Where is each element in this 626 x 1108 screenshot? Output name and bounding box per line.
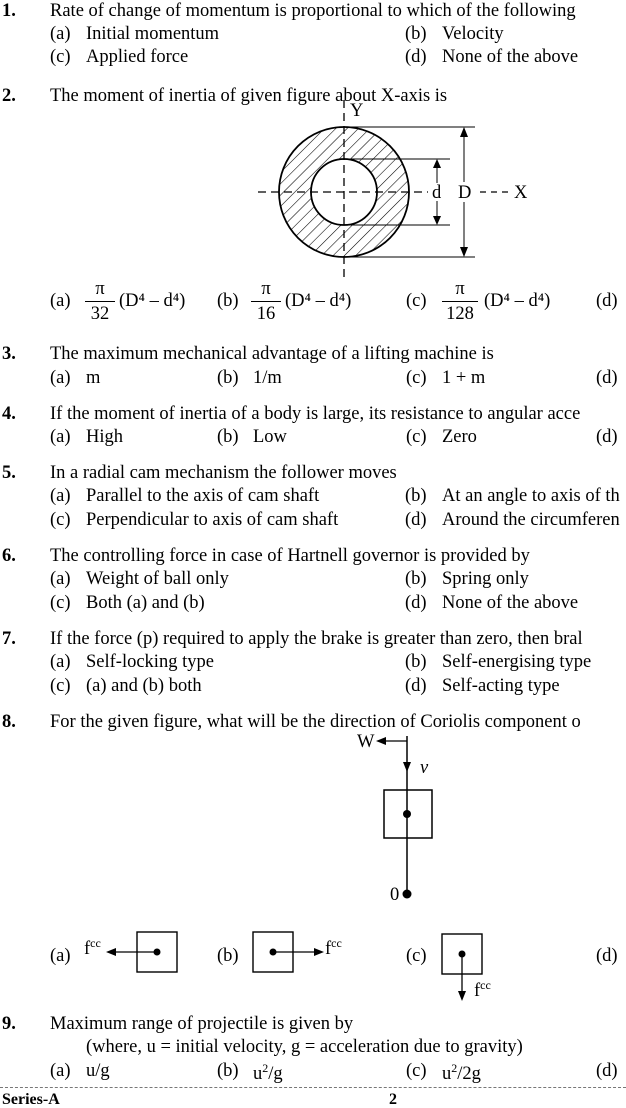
fraction-denominator: 32 [90,304,110,324]
q5-option-b-letter: (b) [405,486,427,506]
origin-pivot [403,890,412,899]
coriolis-figure [0,730,626,900]
force-symbol: f [325,939,332,960]
force-symbol: f [474,981,481,1002]
q9-option-a: u/g [86,1061,110,1081]
q8-option-a-diagram [100,928,180,978]
q8-option-d-letter: (d) [596,946,618,966]
q8-option-b-diagram [250,928,330,978]
q1-option-a-letter: (a) [50,24,71,44]
q3-option-b: 1/m [253,368,282,388]
question-3-number: 3. [2,344,16,364]
q2-option-d-letter: (d) [596,291,618,311]
question-3-text: The maximum mechanical advantage of a lifting machine is [50,344,494,364]
q5-option-b: At an angle to axis of th [442,486,620,506]
q4-option-b: Low [253,427,287,447]
q2-option-c-letter: (c) [406,291,427,311]
q8-option-c-letter: (c) [406,946,427,966]
slider-pin [403,810,411,818]
question-6-number: 6. [2,546,16,566]
q9-option-b [253,1062,283,1084]
velocity-arrowhead [403,762,411,772]
q3-option-c-letter: (c) [406,368,427,388]
q4-option-d-letter: (d) [596,427,618,447]
force-superscript: cc [480,978,491,992]
question-9-text: Maximum range of projectile is given by [50,1014,354,1034]
question-2-number: 2. [2,86,16,106]
question-8-number: 8. [2,712,16,732]
q4-option-c: Zero [442,427,477,447]
q9-option-c-letter: (c) [406,1061,427,1081]
question-1-number: 1. [2,1,16,21]
fraction-numerator: π [95,279,105,299]
y-axis-label: Y [350,101,364,121]
q2-option-a-letter: (a) [50,291,71,311]
q3-option-d-letter: (d) [596,368,618,388]
q5-option-d-letter: (d) [405,510,427,530]
footer-divider [0,1087,626,1088]
q5-option-c: Perpendicular to axis of cam shaft [86,510,339,530]
question-9-number: 9. [2,1014,16,1034]
force-superscript: cc [331,936,342,950]
q2-option-b-fraction [251,280,281,324]
q3-option-a-letter: (a) [50,368,71,388]
D-label: D [458,183,472,203]
q7-option-c-letter: (c) [50,676,71,696]
q1-option-c-letter: (c) [50,47,71,67]
q1-option-b-letter: (b) [405,24,427,44]
expr-superscript: 2 [451,1061,458,1075]
q2-option-c-fraction [442,280,478,324]
question-7-text: If the force (p) required to apply the brake is greater than zero, then bral [50,629,583,649]
q2-option-c-expr: (D⁴ – d⁴) [484,291,551,311]
q2-option-b-expr: (D⁴ – d⁴) [285,291,352,311]
q7-option-c: (a) and (b) both [86,676,202,696]
question-5-number: 5. [2,463,16,483]
q8-option-c-force-label [474,979,491,1001]
fraction-denominator: 128 [446,304,474,324]
q5-option-d: Around the circumferen [442,510,620,530]
q2-option-b-letter: (b) [217,291,239,311]
q3-option-c: 1 + m [442,368,486,388]
question-1-text: Rate of change of momentum is proportional to which of the following [50,1,576,21]
force-superscript: cc [90,936,101,950]
footer-page-number: 2 [389,1091,397,1108]
q9-option-d-letter: (d) [596,1061,618,1081]
q3-option-b-letter: (b) [217,368,239,388]
q5-option-a-letter: (a) [50,486,71,506]
footer-series: Series-A [2,1091,60,1108]
q9-option-b-letter: (b) [217,1061,239,1081]
q7-option-d: Self-acting type [442,676,560,696]
q1-option-b: Velocity [442,24,504,44]
q5-option-a: Parallel to the axis of cam shaft [86,486,320,506]
q8-option-b-letter: (b) [217,946,239,966]
q6-option-d-letter: (d) [405,593,427,613]
q4-option-a-letter: (a) [50,427,71,447]
q4-option-b-letter: (b) [217,427,239,447]
q7-option-b-letter: (b) [405,652,427,672]
q3-option-a: m [86,368,101,388]
q6-option-a: Weight of ball only [86,569,229,589]
q6-option-c: Both (a) and (b) [86,593,205,613]
v-label: v [420,758,429,778]
question-4-number: 4. [2,404,16,424]
expr-base: u [253,1064,263,1085]
q2-option-a-fraction [85,280,115,324]
fraction-numerator: π [261,279,271,299]
q8-option-b-force-label [325,937,342,959]
q1-option-a: Initial momentum [86,24,220,44]
q6-option-b: Spring only [442,569,529,589]
question-7-number: 7. [2,629,16,649]
x-axis-label: X [514,183,528,203]
fraction-denominator: 16 [256,304,276,324]
question-8-text: For the given figure, what will be the direction of Coriolis component o [50,712,581,732]
q9-option-a-letter: (a) [50,1061,71,1081]
question-4-text: If the moment of inertia of a body is large, its resistance to angular acce [50,404,581,424]
hollow-circle-figure [0,95,626,375]
q6-option-c-letter: (c) [50,593,71,613]
expr-rest: /g [268,1064,283,1085]
q7-option-b: Self-energising type [442,652,592,672]
expr-superscript: 2 [262,1061,269,1075]
q2-option-a-expr: (D⁴ – d⁴) [119,291,186,311]
q8-option-a-force-label [84,937,101,959]
q6-option-b-letter: (b) [405,569,427,589]
q1-option-d: None of the above [442,47,579,67]
q8-option-a-letter: (a) [50,946,71,966]
fraction-numerator: π [455,279,465,299]
q1-option-d-letter: (d) [405,47,427,67]
expr-base: u [442,1064,452,1085]
w-label: W [357,732,375,752]
q7-option-a: Self-locking type [86,652,214,672]
expr-rest: /2g [457,1064,481,1085]
force-symbol: f [84,939,91,960]
q4-option-a: High [86,427,123,447]
q7-option-d-letter: (d) [405,676,427,696]
q4-option-c-letter: (c) [406,427,427,447]
q6-option-a-letter: (a) [50,569,71,589]
q6-option-d: None of the above [442,593,579,613]
question-9-subtext: (where, u = initial velocity, g = acceleration due to gravity) [86,1037,523,1057]
q7-option-a-letter: (a) [50,652,71,672]
q1-option-c: Applied force [86,47,189,67]
q9-option-c [442,1062,481,1084]
question-5-text: In a radial cam mechanism the follower moves [50,463,397,483]
question-6-text: The controlling force in case of Hartnell governor is provided by [50,546,530,566]
d-label: d [432,183,442,203]
q5-option-c-letter: (c) [50,510,71,530]
question-2-text: The moment of inertia of given figure about X-axis is [50,86,448,106]
origin-label: 0 [390,885,400,905]
